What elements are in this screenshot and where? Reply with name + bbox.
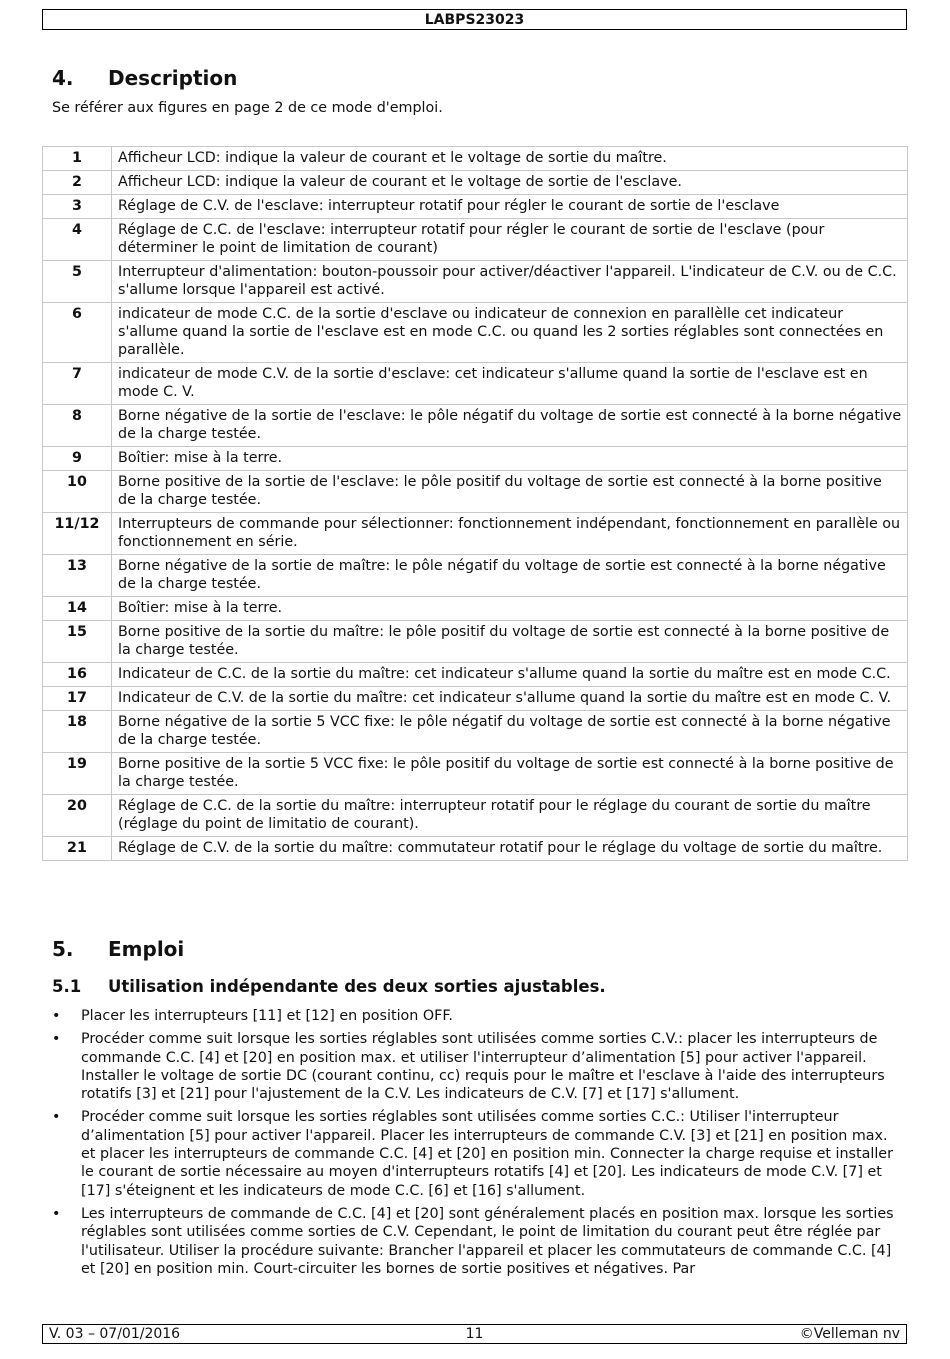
item-description: Borne positive de la sortie du maître: le pôle positif du voltage de sortie est connecté à la borne positive de la charge testée. bbox=[112, 621, 908, 663]
item-description: Borne négative de la sortie de maître: le pôle négatif du voltage de sortie est connecté à la borne négative de la charge testée. bbox=[112, 555, 908, 597]
item-number: 19 bbox=[43, 753, 112, 795]
page-footer bbox=[42, 1324, 907, 1344]
item-description: Borne négative de la sortie 5 VCC fixe: le pôle négatif du voltage de sortie est connecté à la borne négative de la charge testée. bbox=[112, 711, 908, 753]
list-item bbox=[52, 1205, 902, 1278]
list-item-text: Placer les interrupteurs [11] et [12] en position OFF. bbox=[81, 1008, 453, 1024]
footer-copyright: ©Velleman nv bbox=[799, 1326, 900, 1342]
table-row bbox=[43, 621, 908, 663]
table-row bbox=[43, 555, 908, 597]
bullet-icon: • bbox=[52, 1205, 61, 1222]
table-row bbox=[43, 663, 908, 687]
item-number: 7 bbox=[43, 363, 112, 405]
item-number: 2 bbox=[43, 171, 112, 195]
description-table-body bbox=[43, 147, 908, 861]
table-row bbox=[43, 687, 908, 711]
table-row bbox=[43, 195, 908, 219]
item-description: Afficheur LCD: indique la valeur de courant et le voltage de sortie de l'esclave. bbox=[112, 171, 908, 195]
item-number: 13 bbox=[43, 555, 112, 597]
section-4-number: 4. bbox=[52, 66, 74, 90]
item-number: 1 bbox=[43, 147, 112, 171]
list-item-text: Procéder comme suit lorsque les sorties réglables sont utilisées comme sorties C.C.: Utiliser l'interrupteur d’alimentation [5] pour activer l'appareil. Placer les interrupteurs de commande C.V. [3] et [21] en position max. et placer les interrupteurs de commande C.C. [4] et [20] en position min. Connecter la charge requise et installer le courant de sortie nécessaire au moyen d'interrupteurs rotatifs [4] et [20]. Les indicateurs de mode C.V. [7] et [17] s'éteignent et les indicateurs de mode C.C. [6] et [16] s'allument. bbox=[81, 1109, 893, 1199]
section-5-1-title: Utilisation indépendante des deux sorties ajustables. bbox=[108, 977, 606, 996]
item-description: Borne positive de la sortie de l'esclave: le pôle positif du voltage de sortie est connecté à la borne positive de la charge testée. bbox=[112, 471, 908, 513]
table-row bbox=[43, 219, 908, 261]
item-number: 17 bbox=[43, 687, 112, 711]
item-description: Borne positive de la sortie 5 VCC fixe: le pôle positif du voltage de sortie est connecté à la borne positive de la charge testée. bbox=[112, 753, 908, 795]
item-description: Borne négative de la sortie de l'esclave: le pôle négatif du voltage de sortie est connecté à la borne négative de la charge testée. bbox=[112, 405, 908, 447]
table-row bbox=[43, 837, 908, 861]
table-row bbox=[43, 471, 908, 513]
page-header bbox=[42, 9, 907, 30]
item-number: 16 bbox=[43, 663, 112, 687]
item-description: Indicateur de C.C. de la sortie du maître: cet indicateur s'allume quand la sortie du maître est en mode C.C. bbox=[112, 663, 908, 687]
item-number: 20 bbox=[43, 795, 112, 837]
table-row bbox=[43, 447, 908, 471]
item-number: 15 bbox=[43, 621, 112, 663]
item-number: 10 bbox=[43, 471, 112, 513]
item-description: indicateur de mode C.C. de la sortie d'esclave ou indicateur de connexion en parallèlle cet indicateur s'allume quand la sortie de l'esclave est en mode C.C. ou quand les 2 sorties réglables sont connectées en parallèle. bbox=[112, 303, 908, 363]
item-description: Réglage de C.V. de la sortie du maître: commutateur rotatif pour le réglage du voltage de sortie du maître. bbox=[112, 837, 908, 861]
footer-page-number: 11 bbox=[465, 1326, 484, 1342]
item-number: 5 bbox=[43, 261, 112, 303]
section-4-intro: Se référer aux figures en page 2 de ce mode d'emploi. bbox=[52, 100, 443, 116]
table-row bbox=[43, 711, 908, 753]
list-item bbox=[52, 1007, 902, 1025]
table-row bbox=[43, 597, 908, 621]
table-row bbox=[43, 171, 908, 195]
section-5-title: Emploi bbox=[108, 937, 185, 961]
section-5-number: 5. bbox=[52, 937, 74, 961]
list-item-text: Les interrupteurs de commande de C.C. [4] et [20] sont généralement placés en position max. lorsque les sorties réglables sont utilisées comme sorties de C.V. Cependant, le point de limitation du courant peut être réglée par l'utilisateur. Utiliser la procédure suivante: Brancher l'appareil et placer les commutateurs de commande C.C. [4] et [20] en position min. Court-circuiter les bornes de sortie positives et négatives. Par bbox=[81, 1205, 894, 1277]
bullet-icon: • bbox=[52, 1031, 61, 1048]
instruction-list bbox=[52, 1007, 902, 1283]
section-4-title: Description bbox=[108, 66, 238, 90]
item-description: Boîtier: mise à la terre. bbox=[112, 447, 908, 471]
item-description: Interrupteur d'alimentation: bouton-poussoir pour activer/déactiver l'appareil. L'indicateur de C.V. ou de C.C. s'allume lorsque l'appareil est activé. bbox=[112, 261, 908, 303]
item-description: Afficheur LCD: indique la valeur de courant et le voltage de sortie du maître. bbox=[112, 147, 908, 171]
item-number: 8 bbox=[43, 405, 112, 447]
footer-version: V. 03 – 07/01/2016 bbox=[49, 1326, 181, 1342]
item-description: indicateur de mode C.V. de la sortie d'esclave: cet indicateur s'allume quand la sortie de l'esclave est en mode C. V. bbox=[112, 363, 908, 405]
item-description: Indicateur de C.V. de la sortie du maître: cet indicateur s'allume quand la sortie du maître est en mode C. V. bbox=[112, 687, 908, 711]
item-number: 6 bbox=[43, 303, 112, 363]
item-description: Réglage de C.V. de l'esclave: interrupteur rotatif pour régler le courant de sortie de l'esclave bbox=[112, 195, 908, 219]
item-description: Réglage de C.C. de la sortie du maître: interrupteur rotatif pour le réglage du courant de sortie du maître (réglage du point de limitatio de courant). bbox=[112, 795, 908, 837]
table-row bbox=[43, 261, 908, 303]
table-row bbox=[43, 795, 908, 837]
item-description: Interrupteurs de commande pour sélectionner: fonctionnement indépendant, fonctionnement en parallèle ou fonctionnement en série. bbox=[112, 513, 908, 555]
item-number: 4 bbox=[43, 219, 112, 261]
list-item bbox=[52, 1030, 902, 1103]
item-number: 14 bbox=[43, 597, 112, 621]
table-row bbox=[43, 513, 908, 555]
document-code: LABPS23023 bbox=[424, 12, 525, 28]
table-row bbox=[43, 363, 908, 405]
table-row bbox=[43, 147, 908, 171]
item-description: Boîtier: mise à la terre. bbox=[112, 597, 908, 621]
table-row bbox=[43, 405, 908, 447]
section-4-heading bbox=[52, 66, 237, 90]
bullet-icon: • bbox=[52, 1008, 61, 1024]
section-5-1-heading bbox=[52, 977, 606, 996]
item-number: 18 bbox=[43, 711, 112, 753]
list-item bbox=[52, 1108, 902, 1199]
section-5-heading bbox=[52, 937, 184, 961]
item-number: 11/12 bbox=[43, 513, 112, 555]
item-description: Réglage de C.C. de l'esclave: interrupteur rotatif pour régler le courant de sortie de l'esclave (pour déterminer le point de limitation de courant) bbox=[112, 219, 908, 261]
section-5-1-number: 5.1 bbox=[52, 977, 82, 996]
item-number: 9 bbox=[43, 447, 112, 471]
item-number: 3 bbox=[43, 195, 112, 219]
description-table bbox=[42, 146, 908, 861]
table-row bbox=[43, 303, 908, 363]
table-row bbox=[43, 753, 908, 795]
bullet-icon: • bbox=[52, 1109, 61, 1126]
list-item-text: Procéder comme suit lorsque les sorties réglables sont utilisées comme sorties C.V.: placer les interrupteurs de commande C.C. [4] et [20] en position max. et utiliser l'interrupteur d’alimentation [5] pour activer l'appareil. Installer le voltage de sortie DC (courant continu, cc) requis pour le maître et l'esclave à l'aide des interrupteurs rotatifs [3] et [21] pour l'ajustement de la C.V. Les indicateurs de C.V. [7] et [17] s'allument. bbox=[81, 1031, 885, 1103]
item-number: 21 bbox=[43, 837, 112, 861]
